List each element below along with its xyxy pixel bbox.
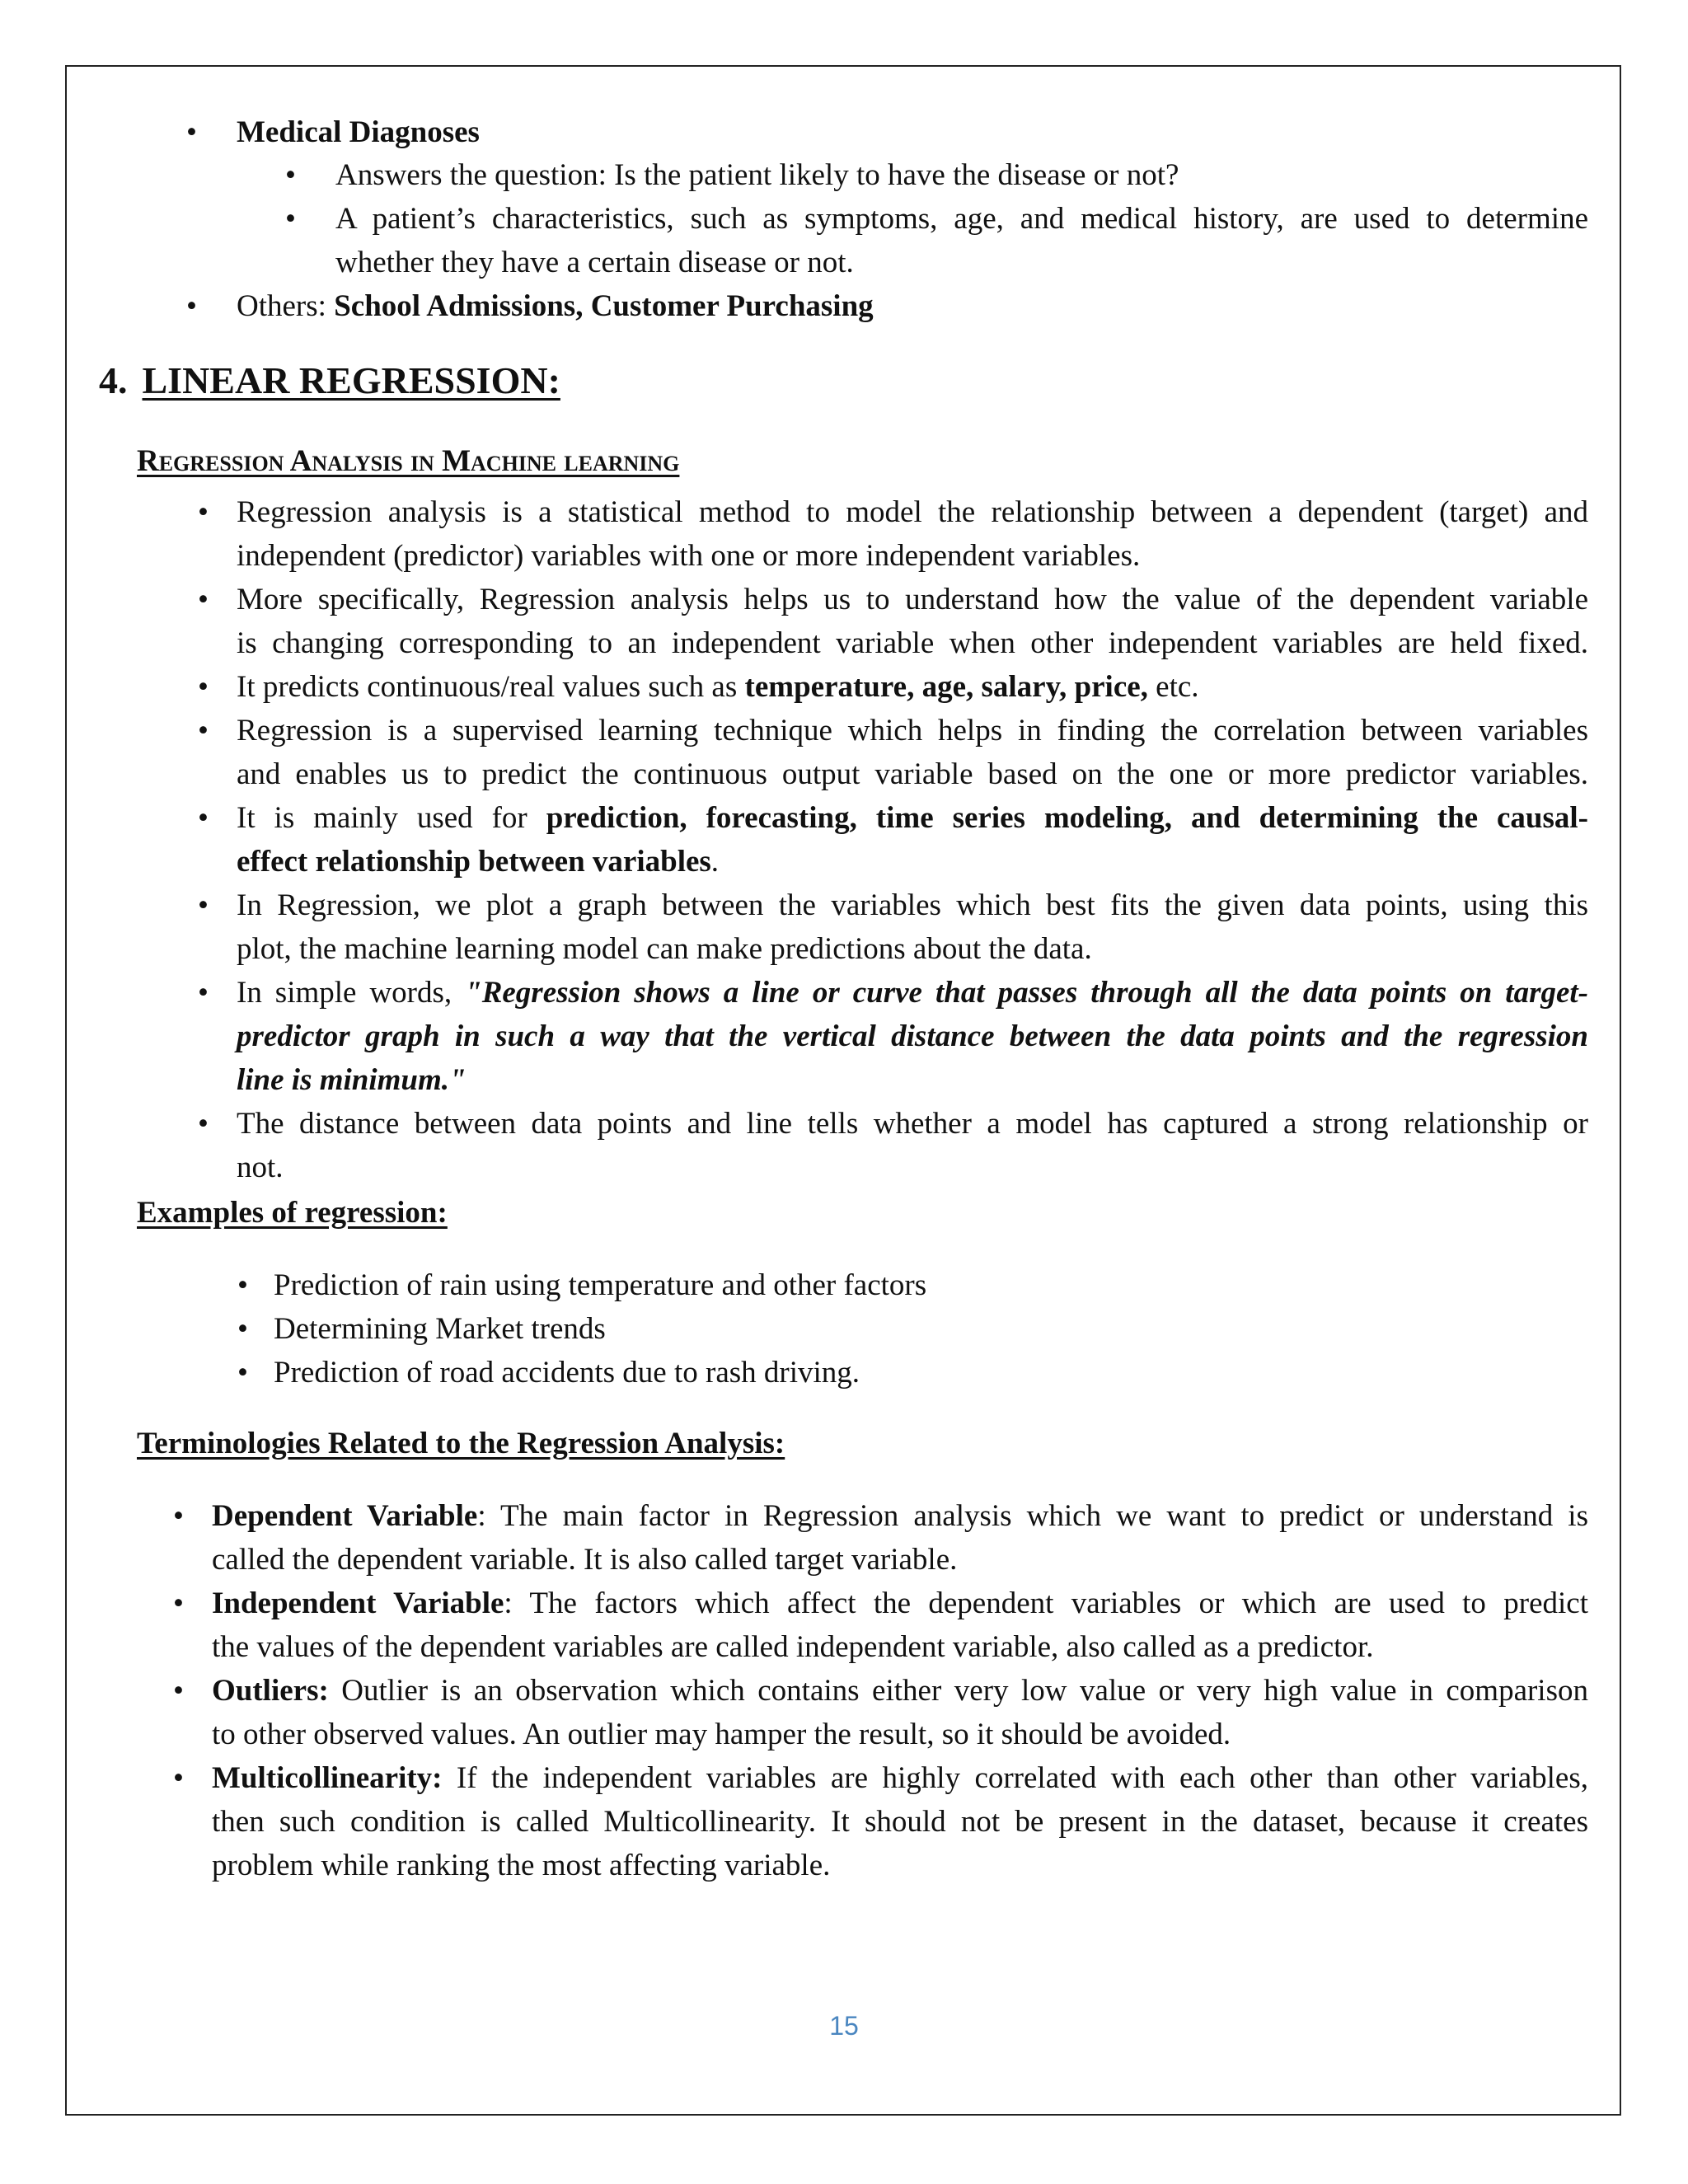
- medical-diagnoses-title: Medical Diagnoses: [237, 115, 480, 149]
- section-heading: 4. LINEAR REGRESSION:: [99, 359, 560, 401]
- term-outliers-line-2: to other observed values. An outlier may hamper the result, so it should be avoided.: [212, 1718, 1231, 1751]
- medical-sub-1: Answers the question: Is the patient likely to have the disease or not?: [335, 158, 1179, 192]
- example-item: Prediction of road accidents due to rash driving.: [274, 1356, 860, 1390]
- bullet: •: [198, 1107, 209, 1141]
- regression-bullet-2-line-1: More specifically, Regression analysis helps us to understand how the value of the dependent variable: [237, 583, 1588, 616]
- example-item: Determining Market trends: [274, 1312, 606, 1346]
- bullet: •: [186, 115, 197, 149]
- bullet: •: [198, 670, 209, 704]
- others-item: Others: School Admissions, Customer Purchasing: [237, 289, 874, 323]
- regression-bullet-4-line-1: Regression is a supervised learning technique which helps in finding the correlation between variables: [237, 714, 1588, 748]
- regression-bullet-8-line-2: not.: [237, 1151, 284, 1184]
- bullet: •: [198, 888, 209, 922]
- example-item: Prediction of rain using temperature and other factors: [274, 1268, 927, 1302]
- medical-sub-2-line-1: A patient’s characteristics, such as symptoms, age, and medical history, are used to determine: [335, 202, 1588, 236]
- examples-heading: Examples of regression:: [137, 1196, 448, 1230]
- regression-bullet-3: It predicts continuous/real values such as temperature, age, salary, price, etc.: [237, 670, 1199, 704]
- regression-bullet-5-line-1: It is mainly used for prediction, forecasting, time series modeling, and determining the causal-: [237, 801, 1588, 835]
- bullet: •: [198, 495, 209, 529]
- bullet: •: [285, 202, 296, 236]
- regression-bullet-1-line-1: Regression analysis is a statistical method to model the relationship between a dependent (target) and: [237, 495, 1588, 529]
- term-outliers-line-1: Outliers: Outlier is an observation which contains either very low value or very high value in comparison: [212, 1674, 1588, 1708]
- regression-bullet-5-line-2: effect relationship between variables.: [237, 845, 720, 879]
- bullet: •: [198, 583, 209, 616]
- regression-bullet-1-line-2: independent (predictor) variables with one or more independent variables.: [237, 539, 1141, 573]
- regression-bullet-6-line-1: In Regression, we plot a graph between the variables which best fits the given data points, using this: [237, 888, 1588, 922]
- bullet: •: [198, 976, 209, 1010]
- term-dependent-line-1: Dependent Variable: The main factor in Regression analysis which we want to predict or understand is: [212, 1499, 1588, 1533]
- regression-bullet-7-line-1: In simple words, "Regression shows a line or curve that passes through all the data points on target-: [237, 976, 1588, 1010]
- term-multicollinearity-line-1: Multicollinearity: If the independent variables are highly correlated with each other than other variables,: [212, 1761, 1588, 1795]
- bullet: •: [285, 158, 296, 192]
- terminologies-heading: Terminologies Related to the Regression Analysis:: [137, 1427, 785, 1460]
- bullet: •: [198, 714, 209, 748]
- bullet: •: [198, 801, 209, 835]
- term-independent-line-1: Independent Variable: The factors which affect the dependent variables or which are used to predict: [212, 1586, 1588, 1620]
- bullet: •: [237, 1356, 248, 1390]
- regression-bullet-8-line-1: The distance between data points and line tells whether a model has captured a strong relationship or: [237, 1107, 1588, 1141]
- bullet: •: [186, 289, 197, 323]
- bullet: •: [173, 1586, 184, 1620]
- term-multicollinearity-line-3: problem while ranking the most affecting variable.: [212, 1849, 831, 1882]
- term-multicollinearity-line-2: then such condition is called Multicollinearity. It should not be present in the dataset, because it creates: [212, 1805, 1588, 1839]
- term-independent-line-2: the values of the dependent variables are called independent variable, also called as a predictor.: [212, 1630, 1374, 1664]
- regression-bullet-6-line-2: plot, the machine learning model can make predictions about the data.: [237, 932, 1092, 966]
- regression-bullet-2-line-2: is changing corresponding to an independent variable when other independent variables are held fixed.: [237, 626, 1588, 660]
- bullet: •: [173, 1761, 184, 1795]
- bullet: •: [173, 1499, 184, 1533]
- subheading-regression-analysis: Regression Analysis in Machine learning: [137, 444, 680, 478]
- bullet: •: [173, 1674, 184, 1708]
- regression-bullet-4-line-2: and enables us to predict the continuous output variable based on the one or more predictor variables.: [237, 757, 1588, 791]
- regression-bullet-7-line-2: predictor graph in such a way that the vertical distance between the data points and the regression: [237, 1019, 1588, 1053]
- bullet: •: [237, 1268, 248, 1302]
- medical-sub-2-line-2: whether they have a certain disease or not.: [335, 246, 854, 279]
- bullet: •: [237, 1312, 248, 1346]
- page-number: 15: [829, 2011, 859, 2041]
- regression-bullet-7-line-3: line is minimum.": [237, 1063, 467, 1097]
- term-dependent-line-2: called the dependent variable. It is also called target variable.: [212, 1543, 958, 1577]
